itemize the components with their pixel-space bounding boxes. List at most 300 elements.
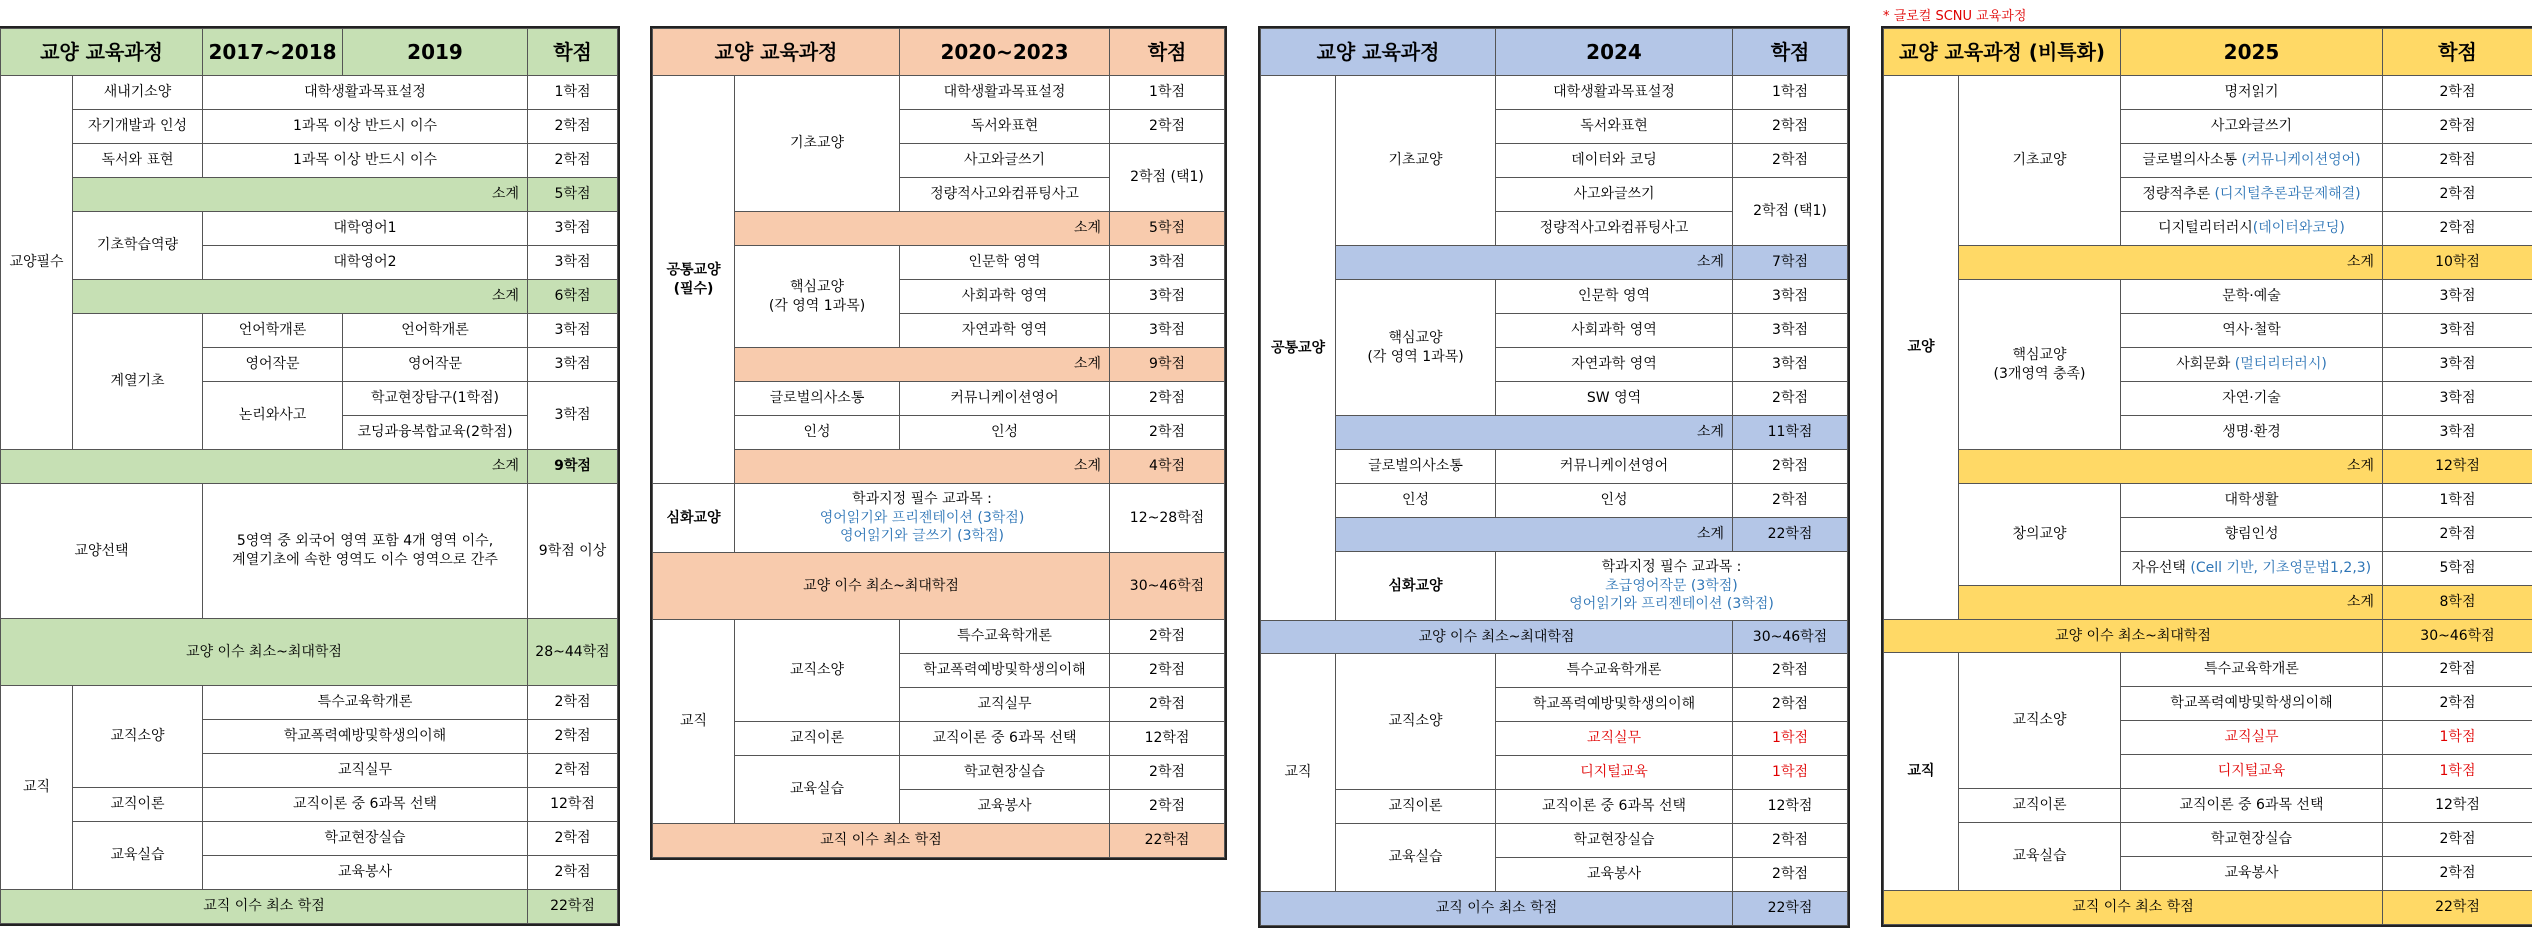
cell: 교육봉사	[203, 856, 528, 890]
cell: 사고와글쓰기	[2121, 110, 2383, 144]
subtotal-row	[1, 450, 618, 484]
cell: 교육실습	[73, 822, 203, 890]
cell: 교직이론 중 6과목 선택	[203, 788, 528, 822]
text-line: 학과지정 필수 교과목 :	[1601, 558, 1742, 575]
total-label: 교양 이수 최소~최대학점	[1261, 621, 1733, 654]
credit-cell: 5학점	[1110, 212, 1225, 246]
cell	[1959, 280, 2121, 450]
subtotal-row	[653, 348, 1225, 382]
credit-cell: 3학점	[1110, 246, 1225, 280]
table-row	[1261, 76, 1848, 110]
cell: SW 영역	[1496, 382, 1733, 416]
table-header	[1, 29, 618, 76]
category-cell: 교양선택	[1, 484, 203, 619]
credit-cell: 2학점	[1733, 382, 1848, 416]
text-line: (각 영역 1과목)	[768, 297, 866, 314]
credit-cell: 3학점	[2383, 348, 2532, 382]
cell: 창의교양	[1959, 484, 2121, 586]
total-row	[653, 824, 1225, 858]
credit-cell: 2학점	[1733, 858, 1848, 892]
cell: 독서와 표현	[73, 144, 203, 178]
text-line: 핵심교양	[1388, 329, 1443, 346]
credit-cell: 7학점	[1733, 246, 1848, 280]
cell: 교직실무	[203, 754, 528, 788]
cell: 교직이론 중 6과목 선택	[900, 722, 1110, 756]
header-cell: 학점	[1110, 29, 1225, 76]
cell: 교직실무	[900, 688, 1110, 722]
header-cell: 2025	[2121, 29, 2383, 76]
table-header	[1884, 29, 2532, 76]
credit-cell: 2학점	[2383, 823, 2532, 857]
credit-cell: 12학점	[2383, 789, 2532, 823]
credit-cell: 2학점	[1733, 450, 1848, 484]
cell: 교직소양	[1959, 653, 2121, 789]
text-part: 글로벌의사소통	[2142, 152, 2242, 169]
subtotal-row	[1261, 246, 1848, 280]
credit-cell: 2학점	[528, 110, 618, 144]
cell: 교직이론 중 6과목 선택	[2121, 789, 2383, 823]
credit-cell: 3학점	[2383, 280, 2532, 314]
cell: 인성	[735, 416, 900, 450]
credit-cell: 3학점	[528, 348, 618, 382]
cell: 대학영어1	[203, 212, 528, 246]
total-row	[1884, 891, 2532, 925]
subtotal-label: 소계	[1959, 450, 2383, 484]
cell: 교직소양	[735, 620, 900, 722]
cell	[203, 484, 528, 619]
text-line: (각 영역 1과목)	[1367, 348, 1464, 365]
subtotal-label: 소계	[73, 178, 528, 212]
total-label: 교직 이수 최소 학점	[1261, 892, 1733, 926]
header-cell: 학점	[1733, 29, 1848, 76]
cell: 논리와사고	[203, 382, 343, 450]
total-row	[1884, 620, 2532, 653]
total-label: 교양 이수 최소~최대학점	[653, 553, 1110, 620]
credit-cell: 11학점	[1733, 416, 1848, 450]
credit-cell: 2학점 (택1)	[1110, 144, 1225, 212]
table-row	[1261, 654, 1848, 688]
category-cell: 심화교양	[1336, 552, 1496, 621]
credit-cell: 22학점	[2383, 891, 2532, 925]
cell	[735, 246, 900, 348]
cell: 영어작문	[343, 348, 528, 382]
cell: 특수교육학개론	[1496, 654, 1733, 688]
cell: 학교현장탐구(1학점)	[343, 382, 528, 416]
cell: 교육봉사	[1496, 858, 1733, 892]
cell: 교직실무	[2121, 721, 2383, 755]
credit-cell: 2학점	[1733, 484, 1848, 518]
cell: 자연·기술	[2121, 382, 2383, 416]
cell: 교직실무	[1496, 722, 1733, 756]
text-line: 핵심교양	[789, 278, 845, 295]
cell: 특수교육학개론	[900, 620, 1110, 654]
credit-cell: 2학점	[1110, 688, 1225, 722]
credit-cell: 2학점	[1110, 416, 1225, 450]
text-part: 디지털리터러시	[2158, 220, 2253, 237]
credit-cell: 1학점	[1733, 76, 1848, 110]
credit-cell: 2학점	[528, 686, 618, 720]
header-cell: 교양 교육과정	[653, 29, 900, 76]
cell: 생명·환경	[2121, 416, 2383, 450]
cell	[1496, 552, 1848, 621]
curriculum-table-2024	[1260, 28, 1848, 926]
credit-cell: 1학점	[1733, 722, 1848, 756]
cell: 문학·예술	[2121, 280, 2383, 314]
cell: 글로벌의사소통	[1336, 450, 1496, 484]
cell: 인문학 영역	[900, 246, 1110, 280]
cell: 역사·철학	[2121, 314, 2383, 348]
credit-cell: 2학점	[528, 144, 618, 178]
cell: 교직이론	[1336, 790, 1496, 824]
cell: 대학영어2	[203, 246, 528, 280]
credit-cell: 1학점	[528, 76, 618, 110]
credit-cell: 22학점	[1110, 824, 1225, 858]
cell: 학교현장실습	[1496, 824, 1733, 858]
cell: 자연과학 영역	[1496, 348, 1733, 382]
cell: 교육실습	[735, 756, 900, 824]
credit-cell: 3학점	[1110, 314, 1225, 348]
subtotal-row	[1, 280, 618, 314]
credit-cell: 3학점	[2383, 382, 2532, 416]
cell: 커뮤니케이션영어	[1496, 450, 1733, 484]
credit-cell: 2학점	[1733, 110, 1848, 144]
credit-cell: 2학점	[528, 856, 618, 890]
table-row	[1, 110, 618, 144]
cell: 기초교양	[1959, 76, 2121, 246]
credit-cell: 2학점 (택1)	[1733, 178, 1848, 246]
table-row	[653, 484, 1225, 553]
table-row	[1261, 552, 1848, 621]
cell: 학교현장실습	[203, 822, 528, 856]
credit-cell: 3학점	[528, 382, 618, 450]
cell: 코딩과융복합교육(2학점)	[343, 416, 528, 450]
cell: 자연과학 영역	[900, 314, 1110, 348]
cell: 교직이론	[735, 722, 900, 756]
cell: 사회과학 영역	[1496, 314, 1733, 348]
credit-cell: 9학점	[528, 450, 618, 484]
cell: 교직이론	[1959, 789, 2121, 823]
category-cell	[653, 76, 735, 484]
table-row	[1884, 484, 2532, 518]
table-row	[1884, 823, 2532, 857]
credit-cell: 2학점	[528, 822, 618, 856]
cell: 언어학개론	[343, 314, 528, 348]
cell: 사고와글쓰기	[1496, 178, 1733, 212]
total-label: 교양 이수 최소~최대학점	[1884, 620, 2383, 653]
table-row	[653, 756, 1225, 790]
text-line: 초급영어작문 (3학점)	[1605, 577, 1738, 594]
credit-cell: 2학점	[2383, 687, 2532, 721]
text-line: (필수)	[673, 280, 714, 297]
total-label: 교양 이수 최소~최대학점	[1, 619, 528, 686]
subtotal-row	[653, 450, 1225, 484]
category-cell: 교양필수	[1, 76, 73, 450]
cell	[2121, 212, 2383, 246]
cell: 1과목 이상 반드시 이수	[203, 144, 528, 178]
table-row	[1261, 790, 1848, 824]
cell: 언어학개론	[203, 314, 343, 348]
text-part: (디지털추론과문제해결)	[2214, 186, 2361, 203]
table-row	[1884, 789, 2532, 823]
category-cell: 공통교양	[1261, 76, 1336, 621]
credit-cell: 2학점	[2383, 653, 2532, 687]
subtotal-label: 소계	[735, 212, 1110, 246]
text-part: (데이터와코딩)	[2252, 220, 2345, 237]
cell: 디지털교육	[1496, 756, 1733, 790]
subtotal-row	[653, 212, 1225, 246]
category-cell: 교직	[653, 620, 735, 824]
credit-cell: 2학점	[1733, 144, 1848, 178]
cell: 디지털교육	[2121, 755, 2383, 789]
subtotal-row	[1261, 416, 1848, 450]
subtotal-row	[1884, 246, 2532, 280]
table-row	[1, 484, 618, 619]
credit-cell: 6학점	[528, 280, 618, 314]
credit-cell: 22학점	[1733, 518, 1848, 552]
header-cell: 2020~2023	[900, 29, 1110, 76]
cell: 교직소양	[73, 686, 203, 788]
credit-cell: 2학점	[2383, 857, 2532, 891]
credit-cell: 4학점	[1110, 450, 1225, 484]
cell: 교직이론	[73, 788, 203, 822]
header-cell: 교양 교육과정	[1261, 29, 1496, 76]
curriculum-table-2020-2023	[652, 28, 1225, 858]
credit-cell: 2학점	[1733, 824, 1848, 858]
credit-cell: 22학점	[528, 890, 618, 924]
cell: 교육봉사	[2121, 857, 2383, 891]
text-part: (멀티리터러시)	[2234, 356, 2327, 373]
credit-cell: 2학점	[2383, 144, 2532, 178]
credit-cell: 2학점	[1110, 620, 1225, 654]
cell: 학교폭력예방및학생의이해	[203, 720, 528, 754]
cell: 교육봉사	[900, 790, 1110, 824]
table-row	[1, 144, 618, 178]
credit-cell: 3학점	[1110, 280, 1225, 314]
table-row	[1261, 484, 1848, 518]
credit-cell: 30~46학점	[2383, 620, 2532, 653]
subtotal-label: 소계	[1336, 246, 1733, 280]
credit-cell: 3학점	[2383, 314, 2532, 348]
table-row	[653, 246, 1225, 280]
subtotal-label: 소계	[73, 280, 528, 314]
cell: 교직소양	[1336, 654, 1496, 790]
table-row	[1261, 280, 1848, 314]
credit-cell: 3학점	[528, 246, 618, 280]
category-cell: 교직	[1, 686, 73, 890]
cell: 인문학 영역	[1496, 280, 1733, 314]
cell: 정량적사고와컴퓨팅사고	[1496, 212, 1733, 246]
cell: 영어작문	[203, 348, 343, 382]
cell: 학교폭력예방및학생의이해	[1496, 688, 1733, 722]
credit-cell: 1학점	[2383, 721, 2532, 755]
credit-cell: 1학점	[2383, 484, 2532, 518]
cell: 교육실습	[1336, 824, 1496, 892]
text-line: 영어읽기와 글쓰기 (3학점)	[840, 528, 1004, 545]
credit-cell: 2학점	[1110, 110, 1225, 144]
text-line: 5영역 중 외국어 영역 포함 4개 영역 이수,	[236, 533, 494, 550]
credit-cell: 2학점	[2383, 76, 2532, 110]
credit-cell: 5학점	[2383, 552, 2532, 586]
cell	[2121, 552, 2383, 586]
cell: 학교현장실습	[2121, 823, 2383, 857]
cell: 계열기초	[73, 314, 203, 450]
cell: 데이터와 코딩	[1496, 144, 1733, 178]
credit-cell: 3학점	[528, 212, 618, 246]
credit-cell: 12학점	[1733, 790, 1848, 824]
curriculum-table-2025	[1883, 28, 2532, 925]
total-row	[1, 890, 618, 924]
cell: 교육실습	[1959, 823, 2121, 891]
text-line: 핵심교양	[2012, 346, 2067, 363]
cell: 교직이론 중 6과목 선택	[1496, 790, 1733, 824]
cell: 커뮤니케이션영어	[900, 382, 1110, 416]
total-row	[653, 553, 1225, 620]
header-cell: 2017~2018	[203, 29, 343, 76]
header-cell: 2024	[1496, 29, 1733, 76]
credit-cell: 2학점	[1110, 790, 1225, 824]
cell: 새내기소양	[73, 76, 203, 110]
text-line: 공통교양	[666, 261, 721, 278]
credit-cell: 2학점	[2383, 178, 2532, 212]
credit-cell: 3학점	[1733, 314, 1848, 348]
cell: 인성	[900, 416, 1110, 450]
table-row	[1, 788, 618, 822]
table-row	[1, 686, 618, 720]
credit-cell: 1학점	[1110, 76, 1225, 110]
credit-cell: 12~28학점	[1110, 484, 1225, 553]
text-part: (커뮤니케이션영어)	[2241, 152, 2361, 169]
table-row	[1, 822, 618, 856]
cell: 인성	[1336, 484, 1496, 518]
cell: 대학생활과목표설정	[203, 76, 528, 110]
header-cell: 교양 교육과정	[1, 29, 203, 76]
cell: 자기개발과 인성	[73, 110, 203, 144]
text-line: 영어읽기와 프리젠테이션 (3학점)	[1569, 596, 1774, 613]
credit-cell: 30~46학점	[1110, 553, 1225, 620]
credit-cell: 3학점	[1733, 280, 1848, 314]
cell: 특수교육학개론	[2121, 653, 2383, 687]
credit-cell: 2학점	[1733, 654, 1848, 688]
credit-cell: 30~46학점	[1733, 621, 1848, 654]
credit-cell: 12학점	[1110, 722, 1225, 756]
top-note: * 글로컬 SCNU 교육과정	[1883, 9, 2027, 24]
credit-cell: 2학점	[2383, 212, 2532, 246]
cell: 대학생활과목표설정	[900, 76, 1110, 110]
header-cell: 교양 교육과정 (비특화)	[1884, 29, 2121, 76]
table-row	[653, 76, 1225, 110]
category-cell: 심화교양	[653, 484, 735, 553]
cell: 대학생활	[2121, 484, 2383, 518]
credit-cell: 2학점	[1110, 654, 1225, 688]
text-line: 학과지정 필수 교과목 :	[852, 490, 992, 507]
cell: 독서와표현	[900, 110, 1110, 144]
cell: 학교폭력예방및학생의이해	[900, 654, 1110, 688]
header-cell: 학점	[528, 29, 618, 76]
cell	[2121, 348, 2383, 382]
cell: 사회과학 영역	[900, 280, 1110, 314]
credit-cell: 28~44학점	[528, 619, 618, 686]
credit-cell: 5학점	[528, 178, 618, 212]
table-header	[653, 29, 1225, 76]
subtotal-label: 소계	[1336, 416, 1733, 450]
header-cell: 2019	[343, 29, 528, 76]
table-header	[1261, 29, 1848, 76]
text-line: 계열기초에 속한 영역도 이수 영역으로 간주	[232, 552, 498, 568]
subtotal-label: 소계	[735, 450, 1110, 484]
cell: 향림인성	[2121, 518, 2383, 552]
table-row	[1, 76, 618, 110]
text-part: 정량적추론	[2142, 186, 2215, 203]
credit-cell: 12학점	[2383, 450, 2532, 484]
table-row	[1261, 450, 1848, 484]
total-label: 교직 이수 최소 학점	[1884, 891, 2383, 925]
table-row	[1, 314, 618, 348]
credit-cell: 2학점	[528, 754, 618, 788]
subtotal-row	[1884, 450, 2532, 484]
category-cell: 교직	[1261, 654, 1336, 892]
cell	[1336, 280, 1496, 416]
text-part: 사회문화	[2176, 356, 2235, 373]
total-row	[1, 619, 618, 686]
credit-cell: 2학점	[528, 720, 618, 754]
table-row	[1, 212, 618, 246]
credit-cell: 1학점	[1733, 756, 1848, 790]
subtotal-row	[1261, 518, 1848, 552]
cell: 특수교육학개론	[203, 686, 528, 720]
cell: 기초학습역량	[73, 212, 203, 280]
total-label: 교직 이수 최소 학점	[1, 890, 528, 924]
credit-cell: 3학점	[2383, 416, 2532, 450]
category-cell: 교양	[1884, 76, 1959, 620]
subtotal-label: 소계	[1959, 586, 2383, 620]
total-row	[1261, 892, 1848, 926]
subtotal-label: 소계	[1336, 518, 1733, 552]
total-label: 교직 이수 최소 학점	[653, 824, 1110, 858]
category-cell: 교직	[1884, 653, 1959, 891]
credit-cell: 2학점	[1733, 688, 1848, 722]
credit-cell: 10학점	[2383, 246, 2532, 280]
cell: 인성	[1496, 484, 1733, 518]
cell	[735, 484, 1110, 553]
cell: 기초교양	[1336, 76, 1496, 246]
credit-cell: 2학점	[2383, 518, 2532, 552]
subtotal-label: 소계	[735, 348, 1110, 382]
cell: 사고와글쓰기	[900, 144, 1110, 178]
table-row	[653, 620, 1225, 654]
cell: 글로벌의사소통	[735, 382, 900, 416]
credit-cell: 1학점	[2383, 755, 2532, 789]
text-part: (Cell 기반, 기초영문법1,2,3)	[2190, 560, 2372, 577]
credit-cell: 22학점	[1733, 892, 1848, 926]
credit-cell: 12학점	[528, 788, 618, 822]
subtotal-label: 소계	[1, 450, 528, 484]
cell: 학교현장실습	[900, 756, 1110, 790]
subtotal-row	[1, 178, 618, 212]
header-cell: 학점	[2383, 29, 2532, 76]
subtotal-label: 소계	[1959, 246, 2383, 280]
cell: 명저읽기	[2121, 76, 2383, 110]
cell	[2121, 178, 2383, 212]
table-row	[1884, 76, 2532, 110]
cell: 대학생활과목표설정	[1496, 76, 1733, 110]
credit-cell: 9학점 이상	[528, 484, 618, 619]
table-row	[653, 722, 1225, 756]
cell: 독서와표현	[1496, 110, 1733, 144]
cell: 학교폭력예방및학생의이해	[2121, 687, 2383, 721]
cell: 기초교양	[735, 76, 900, 212]
credit-cell: 8학점	[2383, 586, 2532, 620]
cell: 1과목 이상 반드시 이수	[203, 110, 528, 144]
